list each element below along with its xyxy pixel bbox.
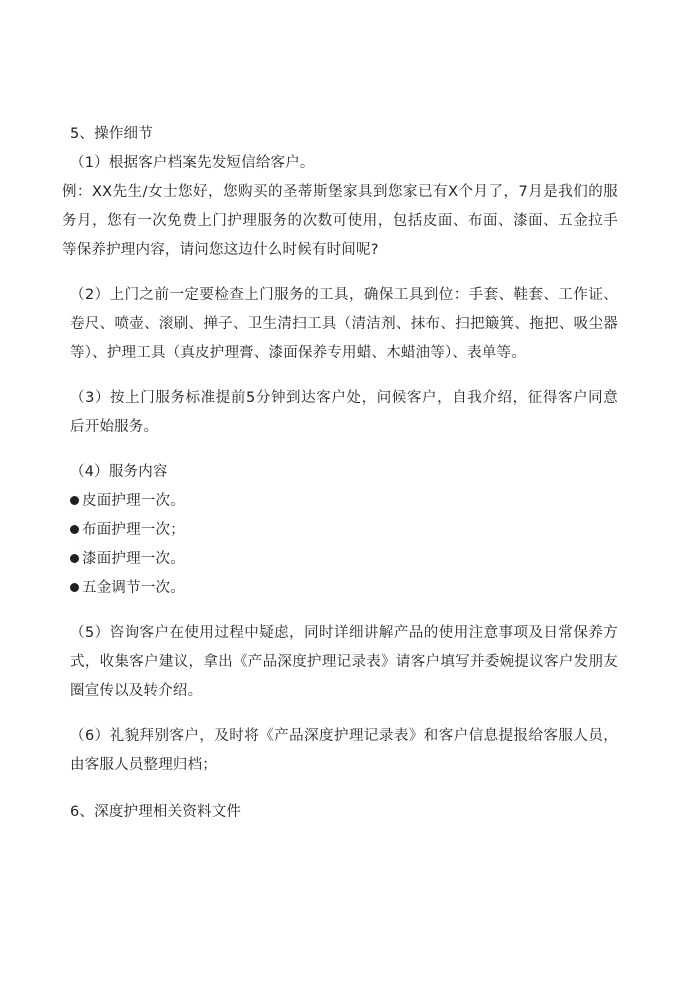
spacer bbox=[62, 603, 618, 619]
list-item bbox=[62, 487, 618, 516]
spacer bbox=[62, 368, 618, 384]
bullet-dot-icon bbox=[70, 496, 79, 505]
list-item-label: 漆面护理一次。 bbox=[82, 551, 185, 567]
item-5-4: （4）服务内容 bbox=[70, 464, 168, 480]
bullet-dot-icon bbox=[70, 554, 79, 563]
list-item bbox=[62, 574, 618, 603]
bullet-dot-icon bbox=[70, 525, 79, 534]
list-item-label: 皮面护理一次。 bbox=[82, 493, 185, 509]
spacer bbox=[62, 442, 618, 458]
list-item-label: 五金调节一次。 bbox=[82, 580, 185, 596]
list-item bbox=[62, 516, 618, 545]
item-5-1-example: 例：XX先生/女士您好，您购买的圣蒂斯堡家具到您家已有X个月了，7月是我们的服务月，您有一次免费上门护理服务的次数可使用，包括皮面、布面、漆面、五金拉手等保养护理内容，请问您这边什么时候有时间呢? bbox=[62, 184, 618, 258]
item-5-2: （2）上门之前一定要检查上门服务的工具，确保工具到位：手套、鞋套、工作证、卷尺、喷壶、滚刷、掸子、卫生清扫工具（清洁剂、抹布、扫把簸箕、拖把、吸尘器等）、护理工具（真皮护理膏、漆面保养专用蜡、木蜡油等）、表单等。 bbox=[70, 287, 618, 361]
section-6-heading: 6、深度护理相关资料文件 bbox=[70, 804, 242, 820]
item-5-1: （1）根据客户档案先发短信给客户。 bbox=[70, 155, 315, 171]
bullet-dot-icon bbox=[70, 583, 79, 592]
section-5-heading: 5、操作细节 bbox=[70, 126, 153, 142]
item-5-3: （3）按上门服务标准提前5分钟到达客户处，问候客户，自我介绍，征得客户同意后开始服务。 bbox=[70, 390, 618, 435]
spacer bbox=[62, 780, 618, 798]
document-body bbox=[62, 120, 618, 827]
list-item bbox=[62, 545, 618, 574]
spacer bbox=[62, 265, 618, 281]
item-5-5: （5）咨询客户在使用过程中疑虑，同时详细讲解产品的使用注意事项及日常保养方式，收集客户建议，拿出《产品深度护理记录表》请客户填写并委婉提议客户发朋友圈宣传以及转介绍。 bbox=[70, 625, 618, 699]
list-item-label: 布面护理一次； bbox=[82, 522, 185, 538]
item-5-6: （6）礼貌拜别客户，及时将《产品深度护理记录表》和客户信息提报给客服人员，由客服人员整理归档； bbox=[70, 728, 618, 773]
spacer bbox=[62, 706, 618, 722]
